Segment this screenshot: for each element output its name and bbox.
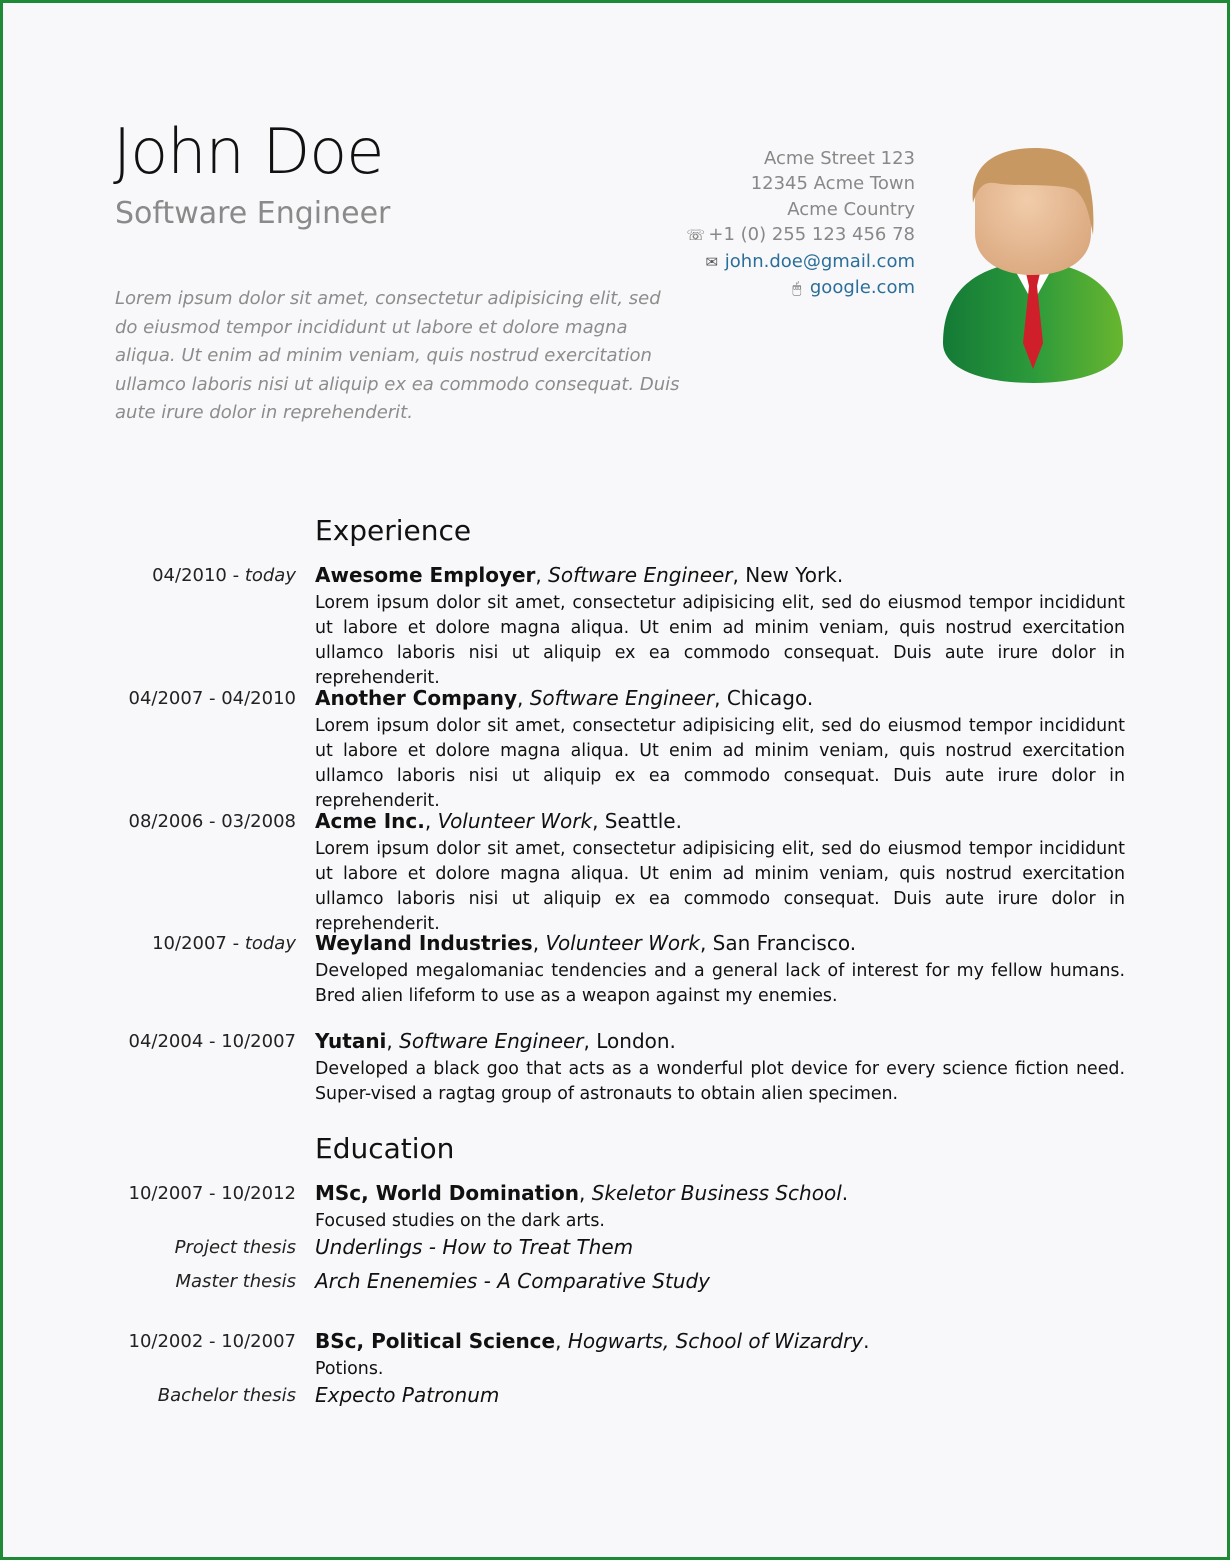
email-link[interactable]: john.doe@gmail.com — [724, 250, 915, 272]
entry-description: Developed a black goo that acts as a wonderful plot device for every science fiction need. Super-vised a ragtag group of astronauts to obtain alien specimen. — [315, 1059, 1125, 1104]
entry-date: 10/2002 - 10/2007 — [128, 1331, 296, 1352]
employer: Acme Inc. — [315, 809, 425, 833]
role: Volunteer Work — [437, 809, 593, 833]
phone-text: +1 (0) 255 123 456 78 — [708, 224, 915, 246]
experience-heading: Experience — [315, 514, 472, 547]
entry-head: Acme Inc., Volunteer Work, Seattle. — [315, 809, 682, 833]
entry-description: Focused studies on the dark arts. — [315, 1211, 605, 1231]
thesis-label: Project thesis — [174, 1237, 296, 1258]
entry-date: 04/2010 - today — [152, 565, 296, 586]
contact-town: 12345 Acme Town — [750, 173, 915, 195]
place: , Chicago. — [714, 686, 814, 710]
avatar — [933, 143, 1133, 388]
thesis-title: Underlings - How to Treat Them — [315, 1235, 634, 1259]
employer: Another Company — [315, 686, 517, 710]
phone-icon: ☏ — [686, 226, 706, 245]
entry-date: 04/2004 - 10/2007 — [128, 1031, 296, 1052]
contact-email[interactable] — [686, 249, 915, 275]
education-heading: Education — [315, 1132, 455, 1165]
thesis-label: Master thesis — [175, 1271, 296, 1292]
employer: Awesome Employer — [315, 563, 536, 587]
school: Hogwarts, School of Wizardry — [567, 1329, 864, 1353]
role: Volunteer Work — [545, 931, 700, 955]
role: Software Engineer — [529, 686, 715, 710]
place: , London. — [583, 1029, 676, 1053]
entry-head: BSc, Political Science, Hogwarts, School of Wizardry. — [315, 1329, 870, 1353]
candidate-title: Software Engineer — [115, 196, 391, 231]
summary-text: Lorem ipsum dolor sit amet, consectetur adipisicing elit, sed do eiusmod tempor incididunt ut labore et dolore magna aliqua. Ut enim ad minim veniam, quis nostrud exercitation ullamco laboris nisi ut aliquip ex ea commodo consequat. Duis aute irure dolor in reprehenderit. — [115, 288, 680, 424]
website-link[interactable]: google.com — [809, 277, 915, 299]
school: Skeletor Business School — [591, 1181, 842, 1205]
employer: Weyland Industries — [315, 931, 533, 955]
entry-date: 08/2006 - 03/2008 — [128, 811, 296, 832]
entry-head: MSc, World Domination, Skeletor Business School. — [315, 1181, 849, 1205]
place: , New York. — [732, 563, 844, 587]
entry-head: Weyland Industries, Volunteer Work, San Francisco. — [315, 931, 857, 955]
entry-description: Lorem ipsum dolor sit amet, consectetur adipisicing elit, sed do eiusmod tempor incididunt ut labore et dolore magna aliqua. Ut enim ad minim veniam, quis nostrud exercitation ullamco laboris nisi ut aliquip ex ea commodo consequat. Duis aute irure dolor in reprehenderit. — [315, 716, 1125, 811]
candidate-name: John Doe — [113, 115, 384, 188]
mouse-icon: 🖱 — [792, 279, 802, 298]
entry-date: 10/2007 - today — [152, 933, 296, 954]
entry-head: Yutani, Software Engineer, London. — [315, 1029, 676, 1053]
entry-date: 04/2007 - 04/2010 — [128, 688, 296, 709]
thesis-label: Bachelor thesis — [157, 1385, 296, 1406]
entry-description: Potions. — [315, 1359, 384, 1379]
degree: MSc, World Domination — [315, 1181, 579, 1205]
entry-date: 10/2007 - 10/2012 — [128, 1183, 296, 1204]
thesis-title: Arch Enenemies - A Comparative Study — [315, 1269, 711, 1293]
role: Software Engineer — [399, 1029, 584, 1053]
envelope-icon: ✉ — [705, 252, 719, 271]
entry-description: Lorem ipsum dolor sit amet, consectetur adipisicing elit, sed do eiusmod tempor incididunt ut labore et dolore magna aliqua. Ut enim ad minim veniam, quis nostrud exercitation ullamco laboris nisi ut aliquip ex ea commodo consequat. Duis aute irure dolor in reprehenderit. — [315, 593, 1125, 688]
place: , San Francisco. — [699, 931, 857, 955]
thesis-title: Expecto Patronum — [315, 1383, 500, 1407]
place: , Seattle. — [592, 809, 682, 833]
entry-description: Lorem ipsum dolor sit amet, consectetur adipisicing elit, sed do eiusmod tempor incididunt ut labore et dolore magna aliqua. Ut enim ad minim veniam, quis nostrud exercitation ullamco laboris nisi ut aliquip ex ea commodo consequat. Duis aute irure dolor in reprehenderit. — [315, 839, 1125, 934]
entry-head: Another Company, Software Engineer, Chicago. — [315, 686, 814, 710]
role: Software Engineer — [548, 563, 733, 587]
entry-description: Developed megalomaniac tendencies and a general lack of interest for my fellow humans. Bred alien lifeform to use as a weapon against my enemies. — [315, 961, 1125, 1006]
contact-country: Acme Country — [787, 198, 915, 220]
contact-street: Acme Street 123 — [764, 148, 915, 169]
contact-website[interactable] — [686, 275, 915, 301]
entry-head: Awesome Employer, Software Engineer, New York. — [315, 563, 844, 587]
contact-phone — [686, 222, 915, 248]
contact-block — [686, 146, 915, 301]
employer: Yutani — [315, 1029, 387, 1053]
degree: BSc, Political Science — [315, 1329, 556, 1353]
